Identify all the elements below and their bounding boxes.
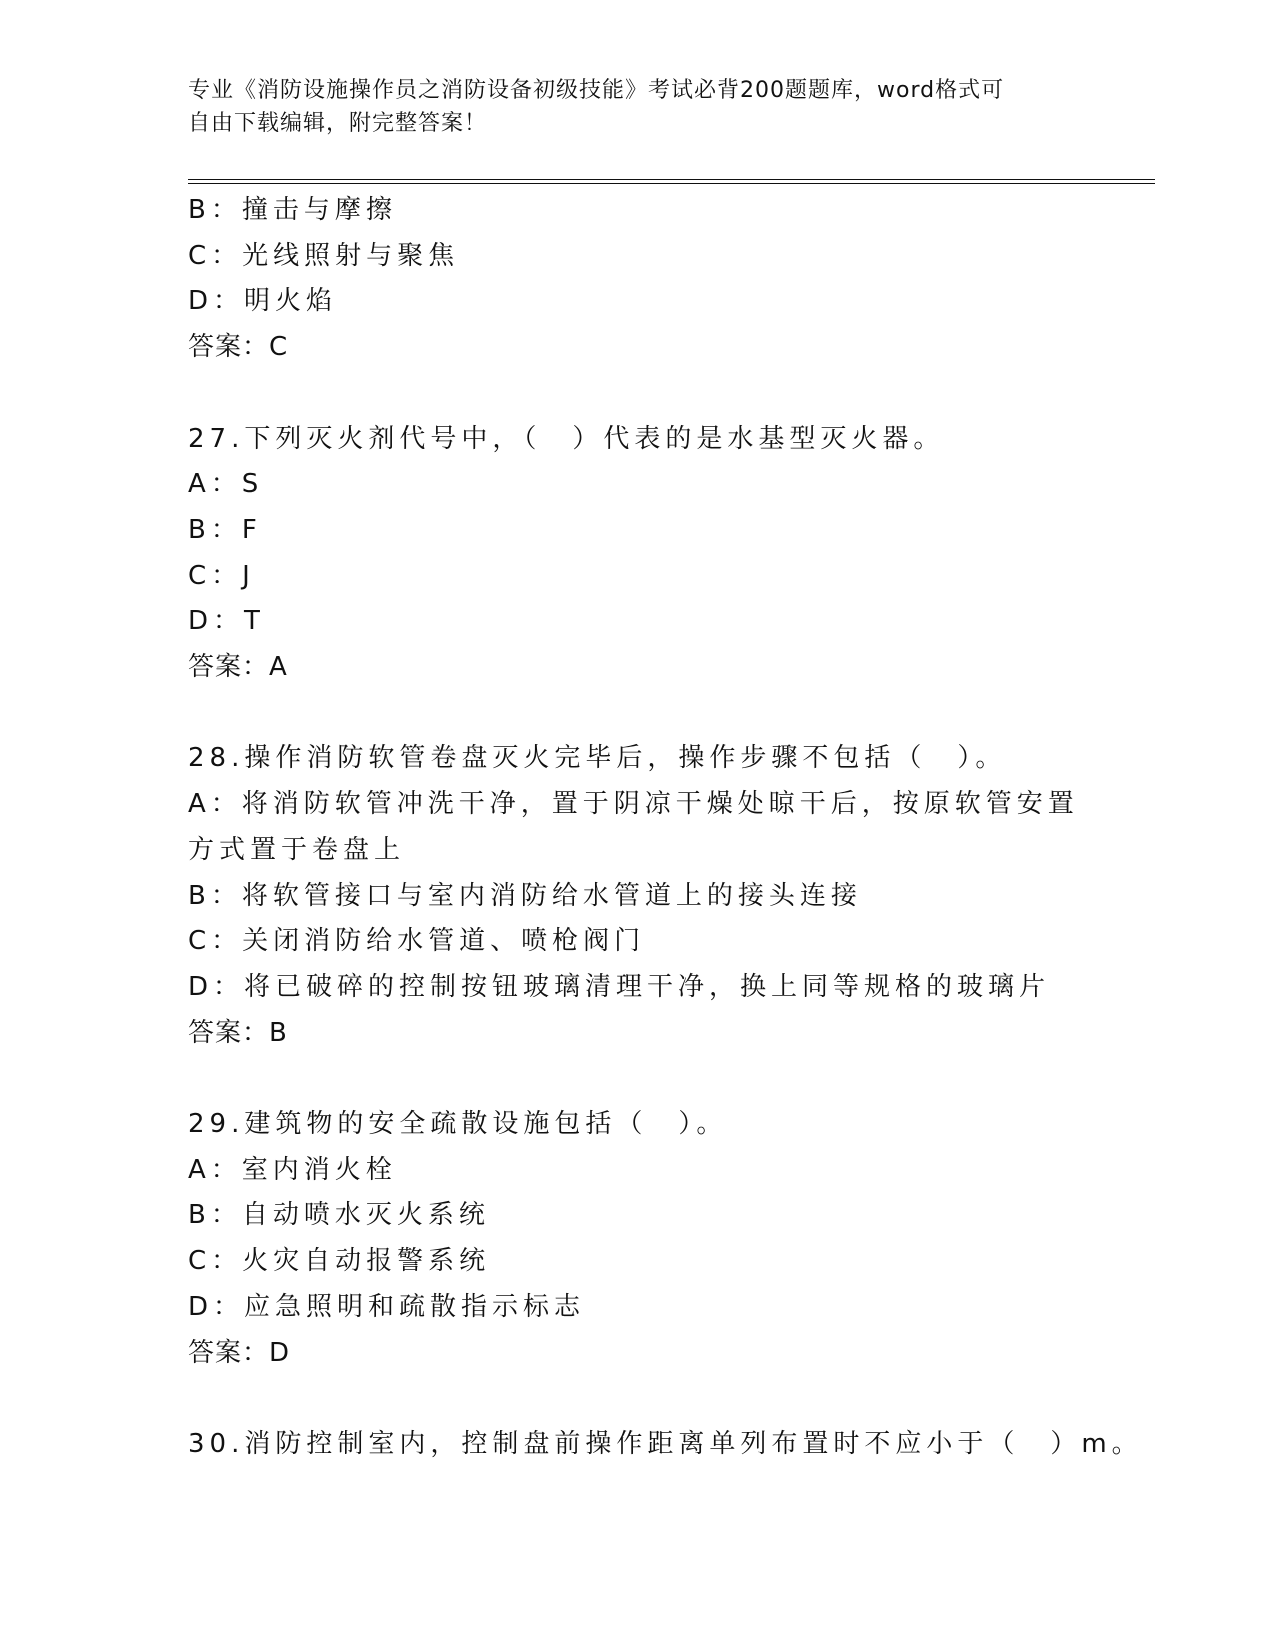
question-stem: 29.建筑物的安全疏散设施包括（ ）。 [188,1109,728,1140]
answer-value: D [269,1337,291,1368]
question-list [188,188,1143,1468]
header-line-1: 专业《消防设施操作员之消防设备初级技能》考试必背200题题库，word格式可 [188,78,1005,103]
answer-value: B [269,1017,288,1048]
answer-value: A [269,652,288,683]
option-b: B：自动喷水灭火系统 [188,1200,490,1231]
option-c: C：火灾自动报警系统 [188,1246,491,1277]
answer-line [188,1011,1088,1057]
answer-label: 答案： [188,652,270,683]
option-d: D：T [188,606,265,637]
option-d: D：明火焰 [188,286,338,317]
question-29 [188,1102,1088,1376]
answer-line [188,1331,1088,1377]
answer-value: C [269,332,289,363]
question-stem: 28.操作消防软管卷盘灭火完毕后，操作步骤不包括（ ）。 [188,743,1007,774]
answer-line [188,645,1088,691]
option-d: D：将已破碎的控制按钮玻璃清理干净，换上同等规格的玻璃片 [188,971,1051,1002]
question-stem: 27.下列灭火剂代号中，（ ）代表的是水基型灭火器。 [188,423,945,454]
answer-label: 答案： [188,1017,270,1048]
header-divider [188,179,1155,184]
option-c: C：光线照射与聚焦 [188,240,460,271]
answer-label: 答案： [188,1337,270,1368]
question-27 [188,417,1088,691]
option-b: B：F [188,514,262,545]
answer-line [188,325,1088,371]
option-a: A：将消防软管冲洗干净，置于阴凉干燥处晾干后，按原软管安置方式置于卷盘上 [188,789,1079,865]
option-a: A：S [188,469,264,500]
option-c: C：J [188,560,255,591]
option-d: D：应急照明和疏散指示标志 [188,1291,586,1322]
question-stem: 30.消防控制室内，控制盘前操作距离单列布置时不应小于（ ）m。 [188,1428,1143,1459]
option-b: B：将软管接口与室内消防给水管道上的接头连接 [188,880,862,911]
question-30 [188,1422,1143,1468]
question-28 [188,736,1088,1056]
header-line-2: 自由下载编辑，附完整答案！ [188,111,488,136]
answer-label: 答案： [188,332,270,363]
document-header [188,74,1088,140]
option-c: C：关闭消防给水管道、喷枪阀门 [188,926,646,957]
question-26-tail [188,188,1088,371]
option-b: B：撞击与摩擦 [188,195,397,225]
option-a: A：室内消火栓 [188,1154,397,1185]
